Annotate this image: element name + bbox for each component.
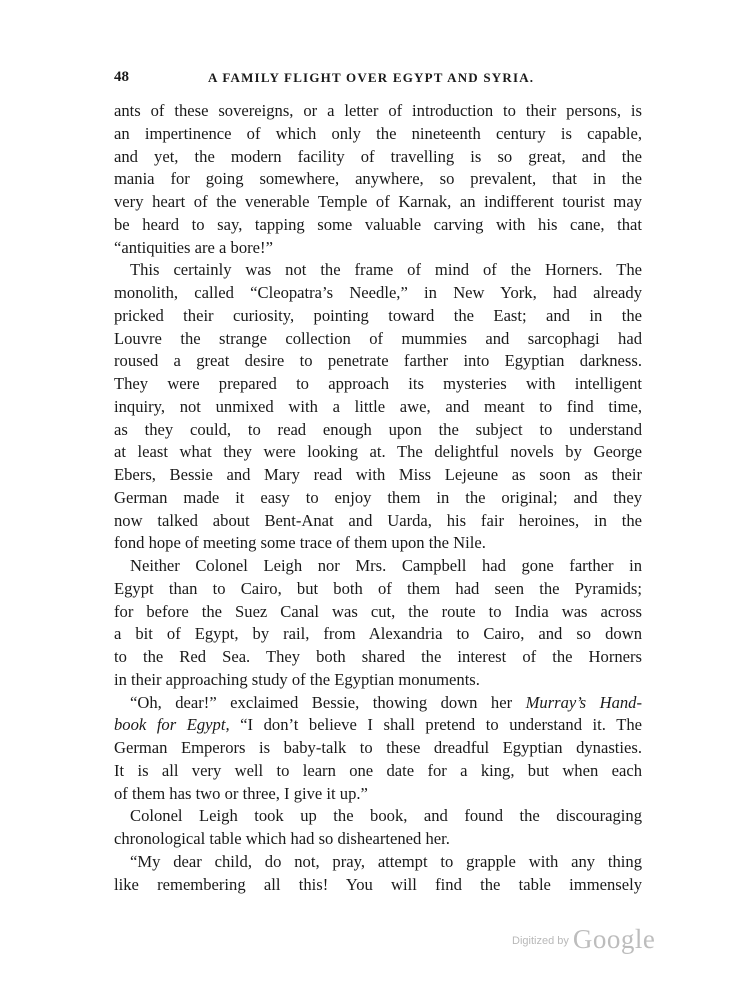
text-line bbox=[114, 692, 642, 715]
google-logo: Google bbox=[572, 924, 656, 954]
text-line: Neither Colonel Leigh nor Mrs. Campbell had gone farther in bbox=[130, 556, 642, 575]
body-text bbox=[114, 100, 642, 896]
watermark-prefix: Digitized by bbox=[512, 935, 569, 947]
book-title-italic: book for Egypt, bbox=[114, 715, 230, 735]
running-title: A FAMILY FLIGHT OVER EGYPT AND SYRIA. bbox=[208, 70, 535, 85]
text-line: ants of these sovereigns, or a letter of introduction to their persons, is bbox=[114, 101, 642, 120]
text-line: like remembering all this! You will find the table immensely bbox=[114, 874, 642, 894]
running-head bbox=[114, 69, 642, 91]
text-segment: “Oh, dear!” exclaimed Bessie, thowing down her bbox=[130, 692, 526, 712]
text-line: “antiquities are a bore!” bbox=[114, 237, 273, 257]
text-line: now talked about Bent-Anat and Uarda, his fair heroines, in the bbox=[114, 510, 642, 530]
text-line: chronological table which had so disheartened her. bbox=[114, 829, 450, 848]
text-line: inquiry, not unmixed with a little awe, and meant to find time, bbox=[114, 396, 642, 416]
text-line: They were prepared to approach its mysteries with intelligent bbox=[114, 374, 642, 393]
text-line: roused a great desire to penetrate farther into Egyptian darkness. bbox=[114, 351, 642, 371]
text-line: Louvre the strange collection of mummies and sarcophagi had bbox=[114, 328, 642, 348]
text-line: as they could, to read enough upon the subject to understand bbox=[114, 419, 642, 439]
text-line: “My dear child, do not, pray, attempt to grapple with any thing bbox=[130, 851, 642, 871]
text-line: pricked their curiosity, pointing toward the East; and in the bbox=[114, 305, 642, 325]
text-line: mania for going somewhere, anywhere, so prevalent, that in the bbox=[114, 169, 642, 189]
text-line: an impertinence of which only the nineteenth century is capable, bbox=[114, 123, 642, 143]
text-line: Ebers, Bessie and Mary read with Miss Lejeune as soon as their bbox=[114, 465, 642, 484]
text-line: It is all very well to learn one date for a king, but when each bbox=[114, 760, 642, 780]
text-line: in their approaching study of the Egyptian monuments. bbox=[114, 669, 480, 689]
text-line: at least what they were looking at. The delightful novels by George bbox=[114, 442, 642, 462]
page-number: 48 bbox=[114, 69, 129, 85]
digitized-by-google-watermark bbox=[512, 924, 672, 958]
text-line: to the Red Sea. They both shared the interest of the Horners bbox=[114, 647, 642, 666]
text-line: Egypt than to Cairo, but both of them had seen the Pyramids; bbox=[114, 578, 642, 598]
text-line: of them has two or three, I give it up.” bbox=[114, 783, 368, 803]
text-line: and yet, the modern facility of travelling is so great, and the bbox=[114, 146, 642, 166]
text-line: a bit of Egypt, by rail, from Alexandria to Cairo, and so down bbox=[114, 624, 642, 644]
text-line: This certainly was not the frame of mind of the Horners. The bbox=[130, 260, 642, 280]
text-line bbox=[114, 714, 642, 737]
text-line: be heard to say, tapping some valuable carving with his cane, that bbox=[114, 214, 642, 234]
text-line: fond hope of meeting some trace of them upon the Nile. bbox=[114, 533, 486, 553]
text-line: Colonel Leigh took up the book, and found the discouraging bbox=[130, 806, 642, 826]
text-line: very heart of the venerable Temple of Karnak, an indifferent tourist may bbox=[114, 192, 642, 211]
text-segment: “I don’t believe I shall pretend to understand it. The bbox=[229, 715, 642, 735]
text-line: for before the Suez Canal was cut, the route to India was across bbox=[114, 601, 642, 621]
text-line: German made it easy to enjoy them in the original; and they bbox=[114, 487, 642, 507]
text-line: monolith, called “Cleopatra’s Needle,” in New York, had already bbox=[114, 283, 642, 302]
book-title-italic: Murray’s Hand- bbox=[525, 692, 642, 712]
text-line: German Emperors is baby-talk to these dreadful Egyptian dynasties. bbox=[114, 738, 642, 757]
